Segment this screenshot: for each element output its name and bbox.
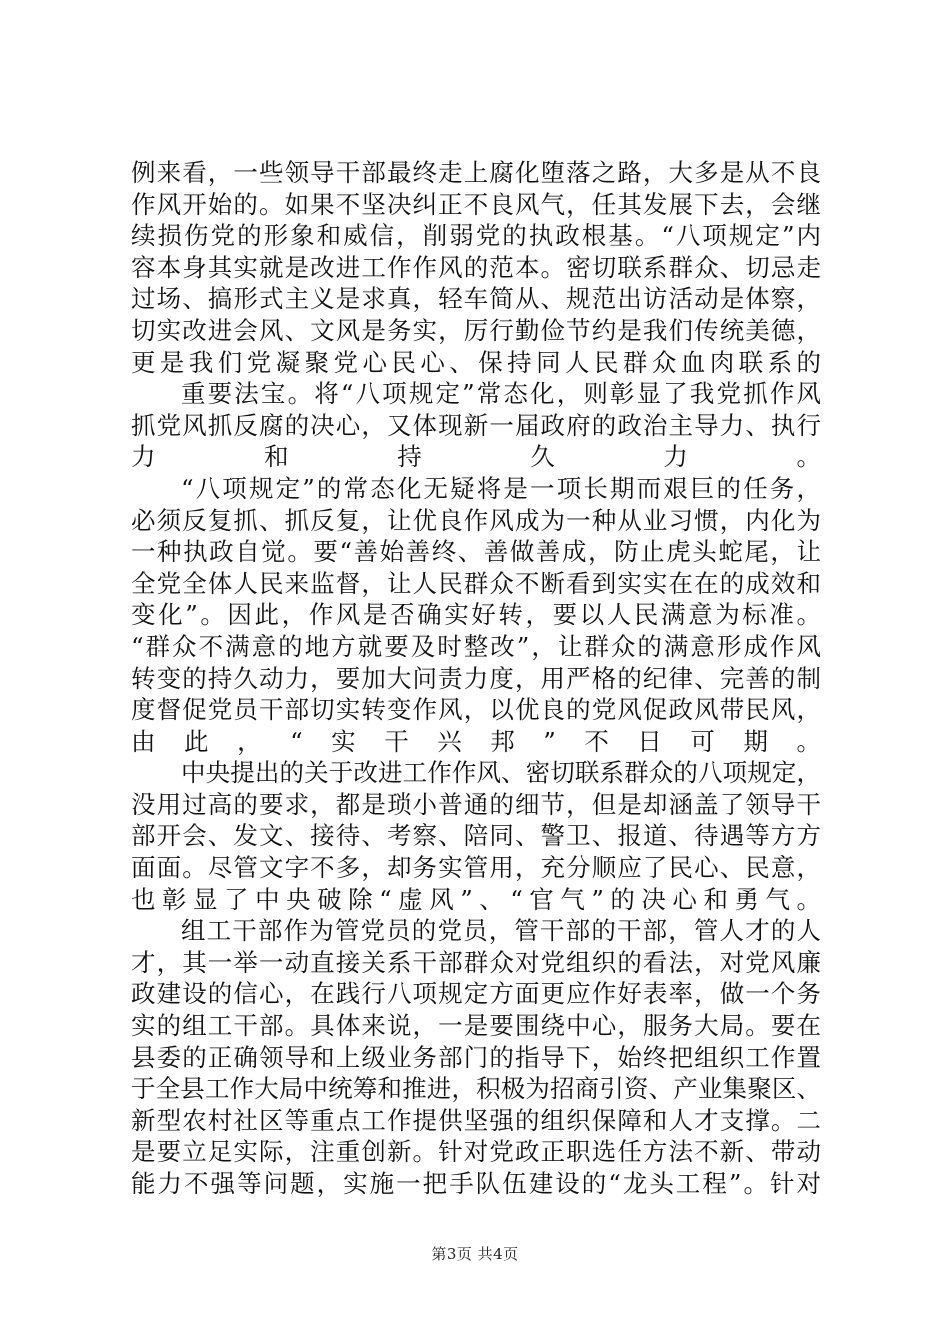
text-line: 容本身其实就是改进工作作风的范本。密切联系群众、切忌走 <box>131 252 821 282</box>
text-line: “八项规定”的常态化无疑将是一项长期而艰巨的任务， <box>181 473 821 503</box>
text-line: 新型农村社区等重点工作提供坚强的组织保障和人才支撑。二 <box>131 1105 821 1135</box>
paragraph-1 <box>131 157 821 378</box>
text-line: 转变的持久动力，要加大问责力度，用严格的纪律、完善的制 <box>131 663 821 693</box>
text-line: 也彰显了中央破除“虚风”、“官气”的决心和勇气。 <box>131 884 821 914</box>
paragraph-5 <box>131 915 821 1199</box>
text-line: 力和持久力。 <box>131 442 821 472</box>
text-line: 例来看，一些领导干部最终走上腐化堕落之路，大多是从不良 <box>131 158 821 187</box>
text-line: 部开会、发文、接待、考察、陪同、警卫、报道、待遇等方方 <box>131 821 821 851</box>
text-line: 过场、搞形式主义是求真，轻车简从、规范出访活动是体察， <box>131 284 821 314</box>
text-line: 才，其一举一动直接关系干部群众对党组织的看法，对党风廉 <box>131 947 821 977</box>
text-line: 续损伤党的形象和威信，削弱党的执政根基。“八项规定”内 <box>131 221 821 251</box>
text-line: 更是我们党凝聚党心民心、保持同人民群众血肉联系的 <box>131 347 821 377</box>
text-line: 变化”。因此，作风是否确实好转，要以人民满意为标准。 <box>131 600 821 630</box>
text-line: 于全县工作大局中统筹和推进，积极为招商引资、产业集聚区、 <box>131 1074 821 1104</box>
text-line: 抓党风抓反腐的决心，又体现新一届政府的政治主导力、执行 <box>131 410 821 440</box>
text-line: 没用过高的要求，都是琐小普通的细节，但是却涵盖了领导干 <box>131 789 821 819</box>
text-line: 中央提出的关于改进工作作风、密切联系群众的八项规定， <box>181 758 821 788</box>
document-body <box>131 157 821 1200</box>
paragraph-4 <box>131 757 821 915</box>
text-line: 作风开始的。如果不坚决纠正不良风气，任其发展下去，会继 <box>131 189 821 219</box>
text-line: “群众不满意的地方就要及时整改”，让群众的满意形成作风 <box>131 631 821 661</box>
text-line: 政建设的信心，在践行八项规定方面更应作好表率，做一个务 <box>131 979 821 1009</box>
text-line: 县委的正确领导和上级业务部门的指导下，始终把组织工作置 <box>131 1042 821 1072</box>
text-line: 切实改进会风、文风是务实，厉行勤俭节约是我们传统美德， <box>131 315 821 345</box>
text-line: 面面。尽管文字不多，却务实管用，充分顺应了民心、民意， <box>131 853 821 883</box>
text-line: 实的组工干部。具体来说，一是要围绕中心，服务大局。要在 <box>131 1011 821 1041</box>
paragraph-3 <box>131 473 821 757</box>
text-line: 度督促党员干部切实转变作风，以优良的党风促政风带民风， <box>131 695 821 725</box>
text-line: 是要立足实际，注重创新。针对党政正职选任方法不新、带动 <box>131 1137 821 1167</box>
text-line: 组工干部作为管党员的党员，管干部的干部，管人才的人 <box>181 916 821 946</box>
text-line: 必须反复抓、抓反复，让优良作风成为一种从业习惯，内化为 <box>131 505 821 535</box>
text-line: 重要法宝。将“八项规定”常态化，则彰显了我党抓作风 <box>181 379 821 409</box>
text-line: 全党全体人民来监督，让人民群众不断看到实实在在的成效和 <box>131 568 821 598</box>
page-number-footer: 第3页 共4页 <box>431 1245 519 1263</box>
text-line: 一种执政自觉。要“善始善终、善做善成，防止虎头蛇尾，让 <box>131 537 821 567</box>
text-line: 能力不强等问题，实施一把手队伍建设的“龙头工程”。针对 <box>131 1169 821 1198</box>
text-line: 由此，“实干兴邦”不日可期。 <box>131 726 821 756</box>
paragraph-2 <box>131 378 821 473</box>
